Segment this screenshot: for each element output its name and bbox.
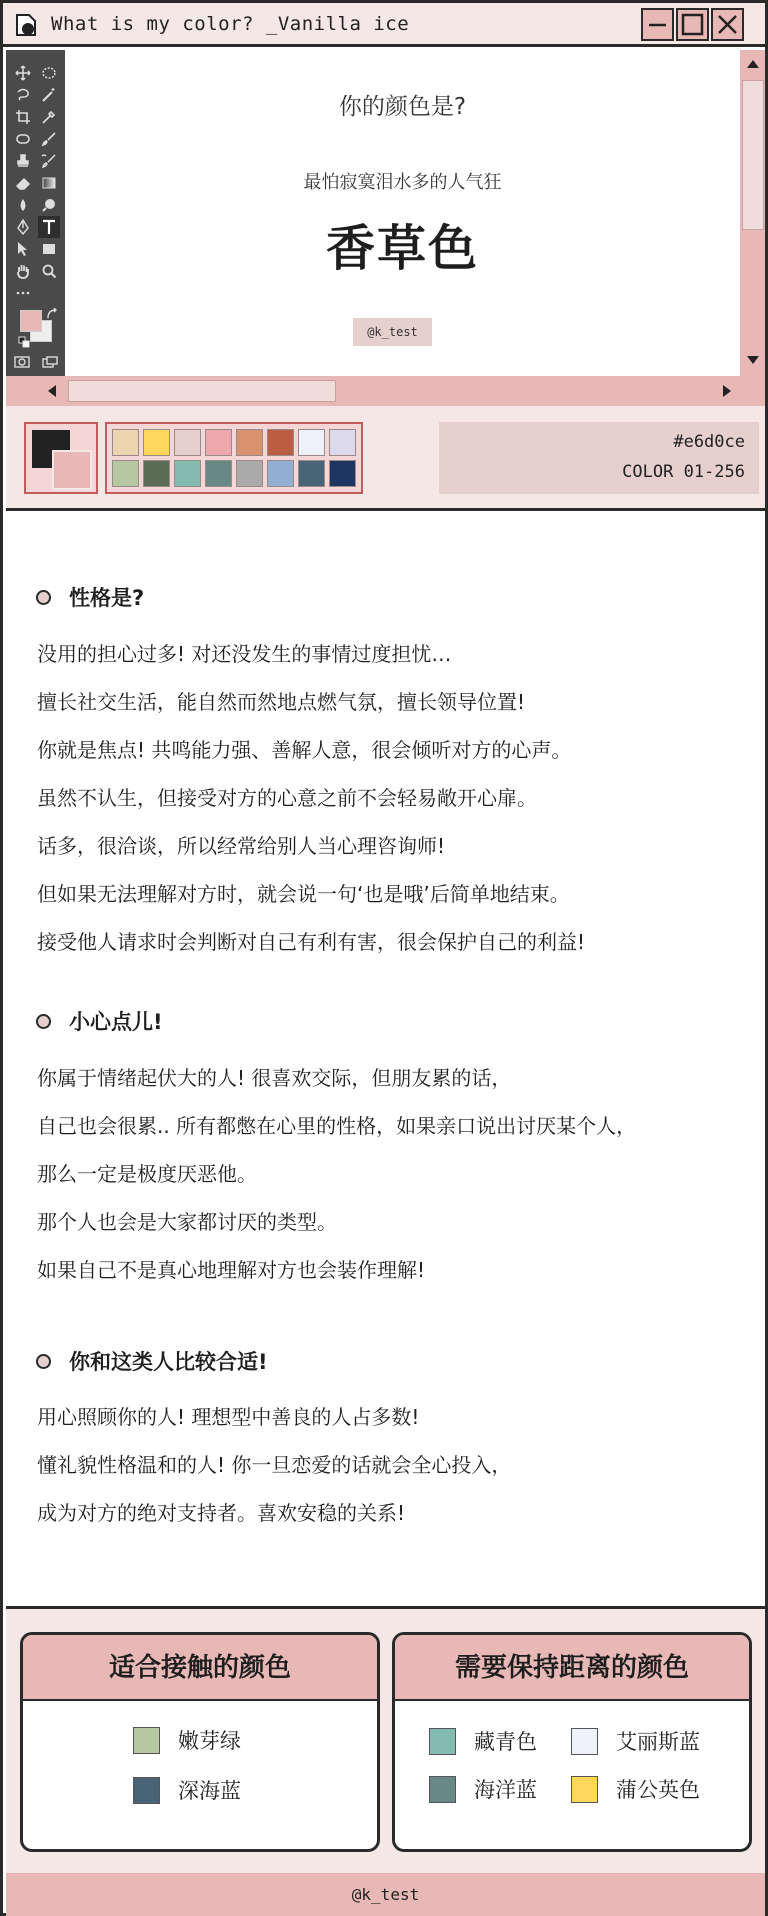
crop-tool-icon[interactable] xyxy=(12,106,34,128)
palette-swatch[interactable] xyxy=(205,429,232,456)
palette-swatch[interactable] xyxy=(143,429,170,456)
color-subtitle: 最怕寂寞泪水多的人气狂 xyxy=(303,172,502,193)
text-line: 虽然不认生，但接受对方的心意之前不会轻易敞开心扉。 xyxy=(37,786,537,810)
description-content xyxy=(6,514,765,1606)
footer-handle: @k_test xyxy=(6,1873,765,1916)
section-title: 性格是? xyxy=(69,586,145,610)
color-label: 蒲公英色 xyxy=(616,1778,700,1802)
foreground-background-selector[interactable] xyxy=(24,422,98,494)
text-line: 自己也会很累.. 所有都憋在心里的性格，如果亲口说出讨厌某个人， xyxy=(37,1114,637,1138)
scroll-left-button[interactable] xyxy=(39,379,64,403)
color-info-box xyxy=(439,422,759,494)
palette-swatch[interactable] xyxy=(174,460,201,487)
palette-swatch[interactable] xyxy=(298,429,325,456)
palette-swatch[interactable] xyxy=(329,460,356,487)
color-chip xyxy=(429,1776,456,1803)
palette-swatch[interactable] xyxy=(267,460,294,487)
text-line: 没用的担心过多! 对还没发生的事情过度担忧… xyxy=(37,642,452,666)
rectangle-tool-icon[interactable] xyxy=(38,238,60,260)
section-header-personality xyxy=(36,582,144,612)
gradient-tool-icon[interactable] xyxy=(38,172,60,194)
palette-swatch[interactable] xyxy=(236,429,263,456)
color-label: 藏青色 xyxy=(474,1730,537,1754)
color-label: 艾丽斯蓝 xyxy=(616,1730,700,1754)
color-chip xyxy=(571,1776,598,1803)
arrow-up-icon xyxy=(746,59,760,69)
healing-brush-icon[interactable] xyxy=(12,128,34,150)
close-button[interactable] xyxy=(711,8,744,41)
color-chip xyxy=(571,1728,598,1755)
avoid-colors-card xyxy=(392,1632,752,1852)
text-line: 你就是焦点! 共鸣能力强、善解人意，很会倾听对方的心声。 xyxy=(37,738,572,762)
dodge-tool-icon[interactable] xyxy=(38,194,60,216)
good-colors-title: 适合接触的颜色 xyxy=(23,1635,377,1701)
palette-swatch[interactable] xyxy=(205,460,232,487)
screen-mode-icon[interactable] xyxy=(42,356,58,368)
text-line: 接受他人请求时会判断对自己有利有害，很会保护自己的利益! xyxy=(37,930,586,954)
avoid-color-item xyxy=(429,1726,537,1756)
color-swatches xyxy=(105,422,363,494)
window-title: What is my color? _Vanilla ice xyxy=(51,13,410,35)
color-chip xyxy=(429,1728,456,1755)
author-handle: @k_test xyxy=(353,318,432,346)
blur-tool-icon[interactable] xyxy=(12,194,34,216)
palette-swatch[interactable] xyxy=(267,429,294,456)
hand-tool-icon[interactable] xyxy=(12,260,34,282)
magic-wand-icon[interactable] xyxy=(38,84,60,106)
history-brush-icon[interactable] xyxy=(38,150,60,172)
scroll-down-button[interactable] xyxy=(740,348,765,372)
arrow-left-icon xyxy=(47,384,57,398)
toolbox-color-swatches[interactable] xyxy=(18,308,58,348)
color-chip xyxy=(133,1727,160,1754)
arrow-down-icon xyxy=(746,355,760,365)
brush-tool-icon[interactable] xyxy=(38,128,60,150)
arrow-right-icon xyxy=(722,384,732,398)
section-header-caution xyxy=(36,1006,163,1036)
close-icon xyxy=(713,10,742,39)
pen-tool-icon[interactable] xyxy=(12,216,34,238)
toolbox xyxy=(6,50,65,376)
avoid-color-item xyxy=(429,1774,537,1804)
background-color[interactable] xyxy=(52,450,92,490)
bullet-icon xyxy=(36,590,51,605)
quick-mask-icon[interactable] xyxy=(14,356,30,368)
color-label: 深海蓝 xyxy=(178,1779,241,1803)
palette-swatch[interactable] xyxy=(298,460,325,487)
horizontal-scrollbar[interactable] xyxy=(6,376,765,406)
color-palette-bar xyxy=(6,406,765,511)
avoid-color-item xyxy=(571,1774,700,1804)
color-number: COLOR 01-256 xyxy=(622,462,745,482)
move-tool-icon[interactable] xyxy=(12,62,34,84)
palette-swatch[interactable] xyxy=(112,460,139,487)
color-label: 海洋蓝 xyxy=(474,1778,537,1802)
good-colors-card xyxy=(20,1632,380,1852)
eraser-tool-icon[interactable] xyxy=(12,172,34,194)
bullet-icon xyxy=(36,1354,51,1369)
avoid-color-item xyxy=(571,1726,700,1756)
palette-swatch[interactable] xyxy=(329,429,356,456)
palette-swatch[interactable] xyxy=(236,460,263,487)
text-tool-icon[interactable] xyxy=(38,216,60,238)
palette-swatch[interactable] xyxy=(112,429,139,456)
good-color-item xyxy=(133,1725,241,1755)
swap-colors-icon[interactable] xyxy=(46,308,58,320)
selection-arrow-icon[interactable] xyxy=(12,238,34,260)
good-color-item xyxy=(133,1775,241,1805)
canvas xyxy=(65,50,740,376)
color-chip xyxy=(133,1777,160,1804)
text-line: 如果自己不是真心地理解对方也会装作理解! xyxy=(37,1258,426,1282)
palette-swatch[interactable] xyxy=(143,460,170,487)
lasso-tool-icon[interactable] xyxy=(12,84,34,106)
palette-swatch[interactable] xyxy=(174,429,201,456)
zoom-tool-icon[interactable] xyxy=(38,260,60,282)
color-name: 香草色 xyxy=(325,220,479,277)
default-colors-icon[interactable] xyxy=(18,336,30,348)
text-line: 懂礼貌性格温和的人! 你一旦恋爱的话就会全心投入， xyxy=(37,1453,512,1477)
text-line: 话多，很洽谈，所以经常给别人当心理咨询师! xyxy=(37,834,446,858)
color-label: 嫩芽绿 xyxy=(178,1729,241,1753)
eyedropper-icon[interactable] xyxy=(38,106,60,128)
hex-value: #e6d0ce xyxy=(673,432,745,452)
horizontal-scroll-thumb[interactable] xyxy=(68,380,336,402)
text-line: 那个人也会是大家都讨厌的类型。 xyxy=(37,1210,337,1234)
section-title: 小心点儿! xyxy=(69,1010,163,1034)
bullet-icon xyxy=(36,1014,51,1029)
text-line: 那么一定是极度厌恶他。 xyxy=(37,1162,257,1186)
more-tools-icon[interactable] xyxy=(12,282,34,304)
maximize-button[interactable] xyxy=(676,8,709,41)
question-title: 你的颜色是? xyxy=(338,94,467,120)
recommendation-area xyxy=(6,1606,765,1873)
text-line: 你属于情绪起伏大的人! 很喜欢交际，但朋友累的话， xyxy=(37,1066,512,1090)
avoid-colors-title: 需要保持距离的颜色 xyxy=(395,1635,749,1701)
scroll-right-button[interactable] xyxy=(714,379,739,403)
minimize-button[interactable] xyxy=(641,8,674,41)
section-header-match xyxy=(36,1346,268,1376)
section-title: 你和这类人比较合适! xyxy=(69,1350,268,1374)
text-line: 但如果无法理解对方时，就会说一句‘也是哦’后简单地结束。 xyxy=(37,882,570,906)
vertical-scroll-thumb[interactable] xyxy=(742,80,764,230)
stamp-tool-icon[interactable] xyxy=(12,150,34,172)
text-line: 成为对方的绝对支持者。喜欢安稳的关系! xyxy=(37,1501,406,1525)
marquee-tool-icon[interactable] xyxy=(38,62,60,84)
app-icon xyxy=(15,13,37,37)
scroll-up-button[interactable] xyxy=(740,52,765,76)
title-bar xyxy=(3,3,765,47)
minimize-icon xyxy=(643,10,672,39)
text-line: 用心照顾你的人! 理想型中善良的人占多数! xyxy=(37,1405,420,1429)
vertical-scrollbar[interactable] xyxy=(740,50,765,376)
text-line: 擅长社交生活，能自然而然地点燃气氛，擅长领导位置! xyxy=(37,690,526,714)
maximize-icon xyxy=(678,10,707,39)
